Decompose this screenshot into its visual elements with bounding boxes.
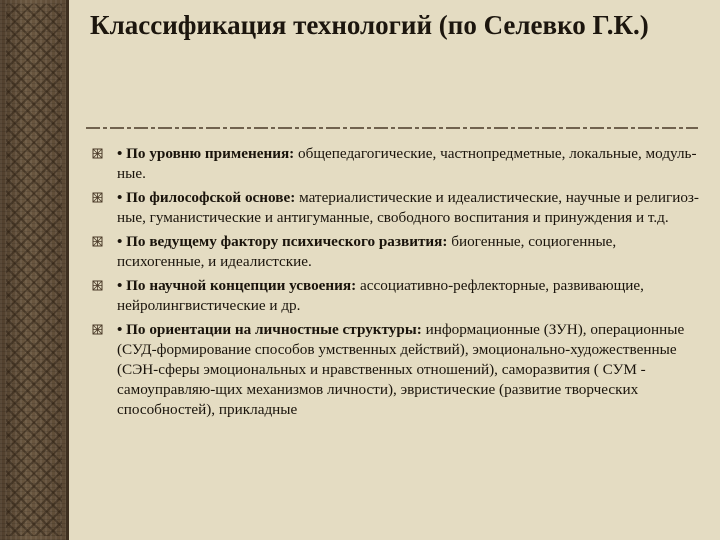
item-lead: • По научной концепции усвоения: [117,277,357,294]
item-text: общепедагогические, частнопредметные, локальные, модуль-ные. [117,145,697,182]
item-lead: • По ведущему фактору психического развития: [117,233,448,250]
item-lead: • По ориентации на личностные структуры: [117,321,422,338]
woven-square-bullet-icon [92,324,103,335]
item-lead: • По уровню применения: [117,145,295,162]
slide-title: Классификация технологий (по Селевко Г.К.) [90,10,649,40]
woven-square-bullet-icon [92,192,103,203]
item-text: информационные (ЗУН), операционные (СУД-формирование способов умственных действий), эмоционально-художественные (СЭН-сферы эмоциональных и нравственных отношений), саморазвития ( СУМ - самоуправляю-щих механизмов личности), эвристические (развитие творческих способностей), прикладные [117,321,685,418]
woven-square-bullet-icon [92,148,103,159]
list-item [92,188,702,228]
woven-pattern [6,4,62,536]
item-lead: • По философской основе: [117,189,296,206]
list-item [92,232,702,272]
side-band-edge [66,0,69,540]
list-item [92,144,702,184]
item-text: биогенные, социогенные, психогенные, и идеалистские. [117,233,617,270]
decorative-side-band [0,0,68,540]
title-divider [86,127,698,129]
woven-square-bullet-icon [92,236,103,247]
item-text: материалистические и идеалистические, научные и религиоз-ные, гуманистические и антигуманные, свободного воспитания и принуждения и т.д. [117,189,699,226]
woven-square-bullet-icon [92,280,103,291]
item-text: ассоциативно-рефлекторные, развивающие, нейролингвистические и др. [117,277,644,314]
list-item [92,320,702,420]
list-item [92,276,702,316]
classification-list [92,144,702,424]
